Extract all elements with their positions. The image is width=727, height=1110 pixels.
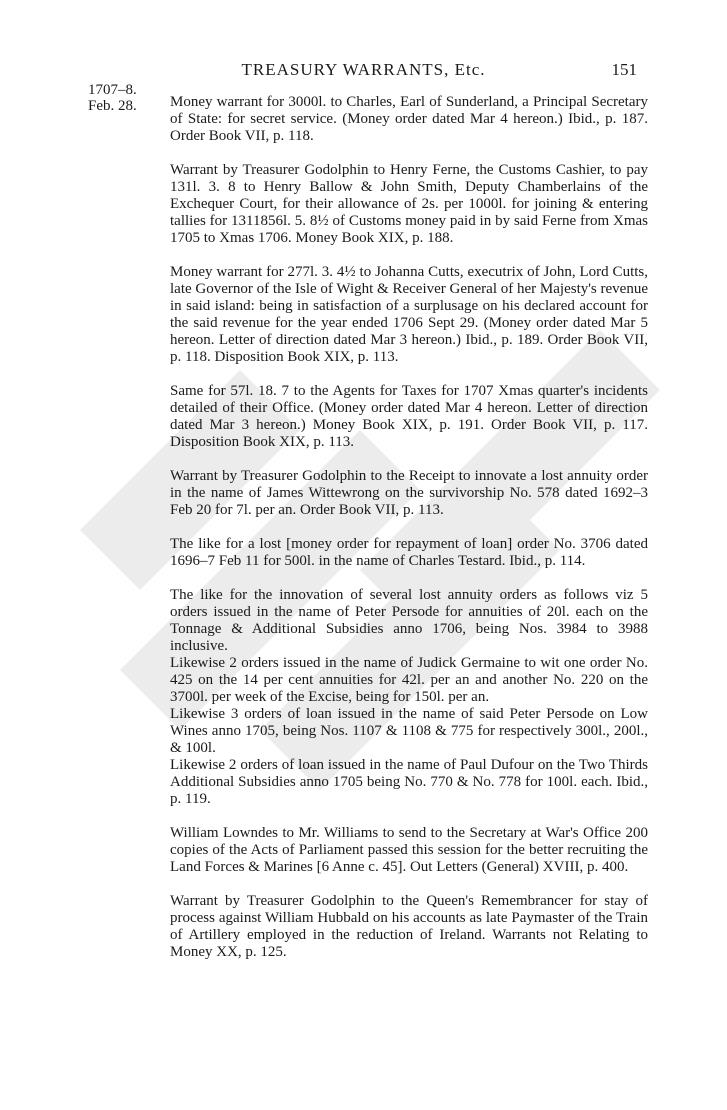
entry-paragraph: The like for a lost [money order for repayment of loan] order No. 3706 dated 1696–7 Feb 11 for 500l. in the name of Charles Testard. Ibid., p. 114. [170,536,648,569]
group-paragraph: The like for the innovation of several lost annuity orders as follows viz 5 orders issued in the name of Peter Persode for annuities of 20l. each on the Tonnage & Additional Subsidies anno 1706, being Nos. 3984 to 3988 inclusive. [170,587,648,654]
margin-date: Feb. 28. [88,98,137,114]
entry-paragraph: Warrant by Treasurer Godolphin to the Receipt to innovate a lost annuity order in the name of James Wittewrong on the survivorship No. 578 dated 1692–3 Feb 20 for 7l. per an. Order Book VII, p. 113. [170,468,648,518]
page-number: 151 [611,60,637,79]
page-header [0,60,727,84]
entry-paragraph: William Lowndes to Mr. Williams to send to the Secretary at War's Office 200 copies of the Acts of Parliament passed this session for the better recruiting the Land Forces & Marines [6 Anne c. 45]. Out Letters (General) XVIII, p. 400. [170,825,648,875]
body-text [170,94,648,978]
entry-paragraph: Money warrant for 3000l. to Charles, Earl of Sunderland, a Principal Secretary of State: for secret service. (Money order dated Mar 4 hereon.) Ibid., p. 187. Order Book VII, p. 118. [170,94,648,144]
group-paragraph: Likewise 3 orders of loan issued in the name of said Peter Persode on Low Wines anno 1705, being Nos. 1107 & 1108 & 775 for respectively 300l., 200l., & 100l. [170,706,648,756]
group-paragraph: Likewise 2 orders issued in the name of Judick Germaine to wit one order No. 425 on the 14 per cent annuities for 42l. per an and another No. 220 on the 3700l. per week of the Excise, being for 150l. per an. [170,655,648,705]
entry-paragraph: Warrant by Treasurer Godolphin to the Queen's Remembrancer for stay of process against William Hubbald on his accounts as late Paymaster of the Train of Artillery employed in the reduction of Ireland. Warrants not Relating to Money XX, p. 125. [170,893,648,960]
entry-paragraph: Money warrant for 277l. 3. 4½ to Johanna Cutts, executrix of John, Lord Cutts, late Governor of the Isle of Wight & Receiver General of her Majesty's revenue in said island: being in satisfaction of a surplusage on his declared account for the said revenue for the year ended 1706 Sept 29. (Money order dated Mar 5 hereon. Letter of direction dated Mar 3 hereon.) Ibid., p. 189. Order Book VII, p. 118. Disposition Book XIX, p. 113. [170,264,648,365]
entry-group [170,587,648,808]
running-title: TREASURY WARRANTS, Etc. [241,60,486,79]
group-paragraph: Likewise 2 orders of loan issued in the name of Paul Dufour on the Two Thirds Additional Subsidies anno 1705 being No. 770 & No. 778 for 100l. each. Ibid., p. 119. [170,757,648,807]
entry-paragraph: Warrant by Treasurer Godolphin to Henry Ferne, the Customs Cashier, to pay 131l. 3. 8 to Henry Ballow & John Smith, Deputy Chamberlains of the Exchequer Court, for their allowance of 2s. per 1000l. for joining & entering tallies for 1311856l. 5. 8½ of Customs money paid in by said Ferne from Xmas 1705 to Xmas 1706. Money Book XIX, p. 188. [170,162,648,246]
margin-year: 1707–8. [88,82,137,98]
entry-paragraph: Same for 57l. 18. 7 to the Agents for Taxes for 1707 Xmas quarter's incidents detailed of their Office. (Money order dated Mar 4 hereon. Letter of direction dated Mar 3 hereon.) Money Book XIX, p. 191. Order Book VII, p. 117. Disposition Book XIX, p. 113. [170,383,648,450]
